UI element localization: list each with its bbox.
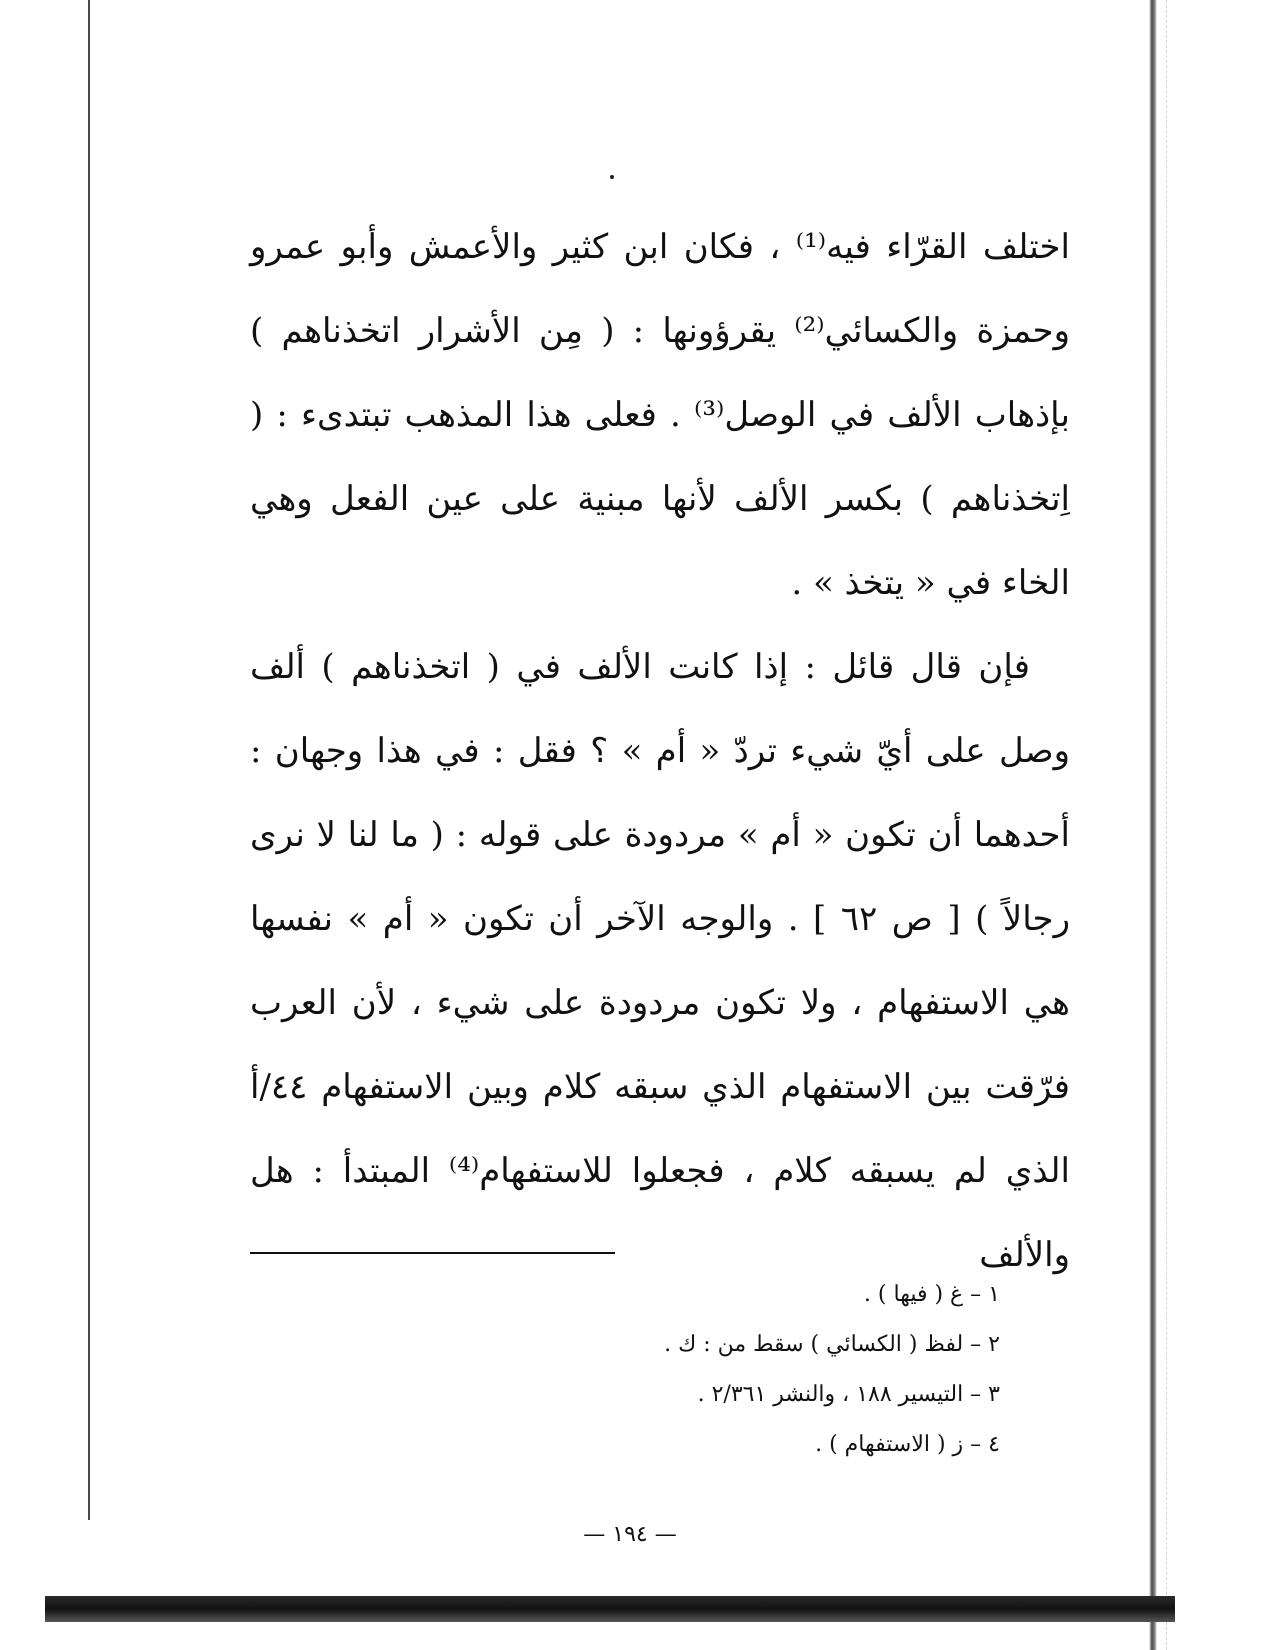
footnote-3: ٣ – التيسير ١٨٨ ، والنشر ٢/٣٦١ . [697, 1382, 1000, 1407]
body-text [250, 205, 1070, 1297]
page-number: — ١٩٤ — [583, 1522, 677, 1547]
footnote-separator [250, 1252, 615, 1254]
footnote-4: ٤ – ز ( الاستفهام ) . [815, 1432, 1000, 1457]
paragraph-2: فإن قال قائل : إذا كانت الألف في ( اتخذناهم ) ألف وصل على أيّ شيء تردّ « أم » ؟ فقل : في هذا وجهان : أحدهما أن تكون « أم » مردودة على قوله : ( ما لنا لا نرى رجالاً ) [ ص ٦٢ ] . والوجه الآخر أن تكون « أم » نفسها هي الاستفهام ، ولا تكون مردودة على شيء ، لأن العرب فرّقت بين الاستفهام الذي سبقه كلام وبين الاستفهام ٤٤/أ الذي لم يسبقه كلام ، فجعلوا للاستفهام⁽⁴⁾ المبتدأ : هل والألف [250, 647, 1070, 1275]
paragraph-1: اختلف القرّاء فيه⁽¹⁾ ، فكان ابن كثير والأعمش وأبو عمرو وحمزة والكسائي⁽²⁾ يقرؤونها : ( مِن الأشرار اتخذناهم ) بإذهاب الألف في الوصل⁽³⁾ . فعلى هذا المذهب تبتدىء : ( اِتخذناهم ) بكسر الألف لأنها مبنية على عين الفعل وهي الخاء في « يتخذ » . [250, 227, 1070, 603]
scan-speck [610, 175, 614, 179]
scan-right-binding-shadow [1149, 0, 1157, 1650]
footnotes [560, 1270, 1000, 1470]
scan-bottom-edge-shadow [45, 1596, 1175, 1622]
footnote-2: ٢ – لفظ ( الكسائي ) سقط من : ك . [664, 1332, 1000, 1357]
footnote-1: ١ – غ ( فيها ) . [863, 1282, 1000, 1307]
scan-left-margin-line [88, 0, 90, 1520]
scan-right-edge-texture [1166, 0, 1197, 1650]
page-main-text [250, 205, 1070, 1297]
